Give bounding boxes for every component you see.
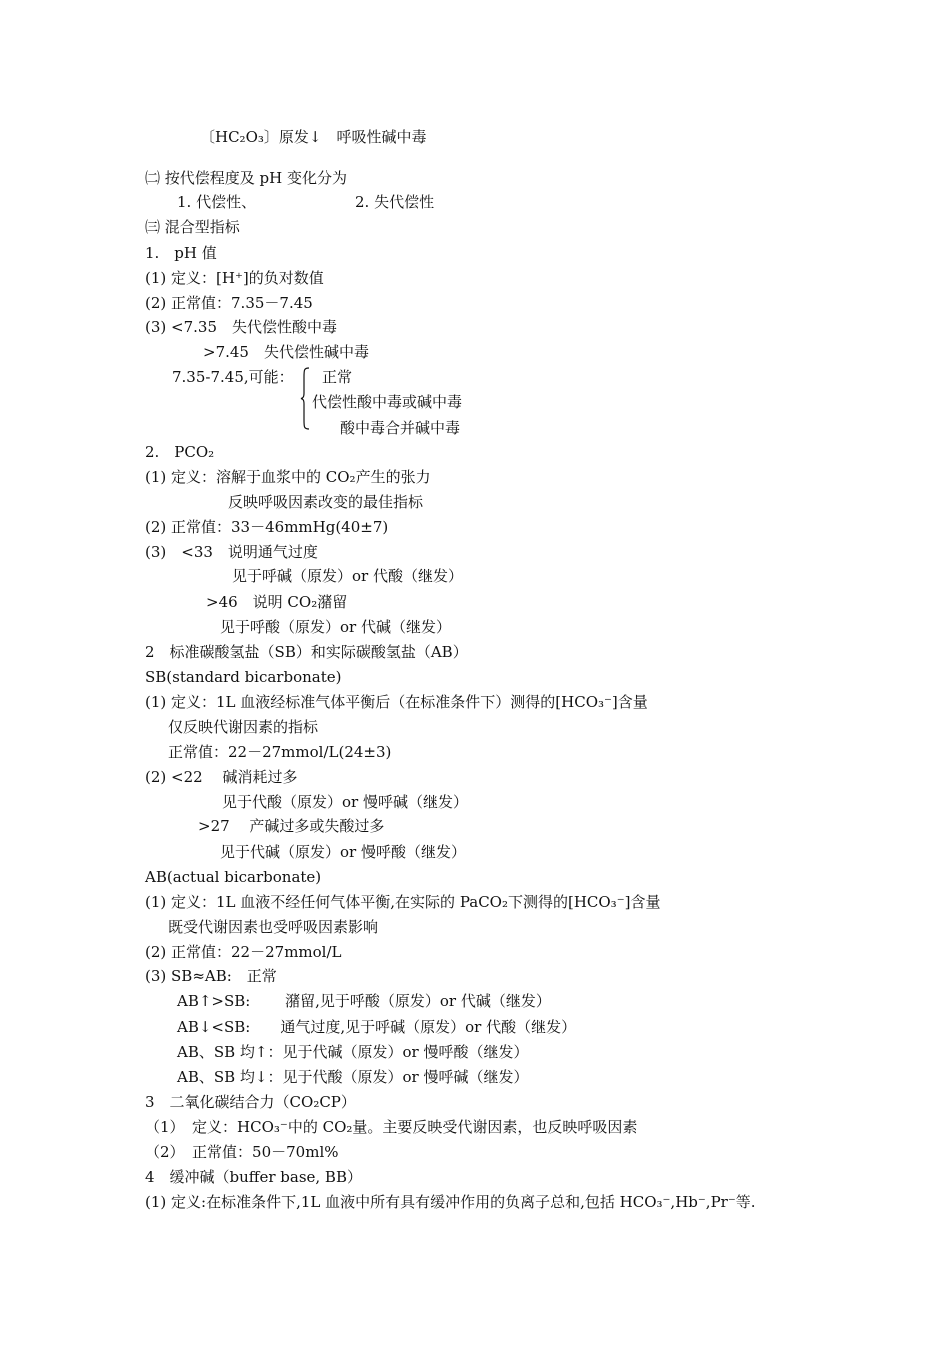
text-line: AB、SB 均↑：见于代碱（原发）or 慢呼酸（继发） (177, 1043, 529, 1061)
subsection-heading: 4 缓冲碱（buffer base, BB） (145, 1168, 362, 1186)
text-line: >46 说明 CO₂潴留 (206, 593, 348, 611)
text-line: 2. 失代偿性 (355, 193, 435, 211)
text-line: (2) 正常值：33－46mmHg(40±7) (145, 518, 389, 536)
text-line: (2) 正常值：22－27mmol/L (145, 943, 342, 961)
text-line: >7.45 失代偿性碱中毒 (203, 343, 369, 361)
text-line: (1) 定义：1L 血液不经任何气体平衡,在实际的 PaCO₂下测得的[HCO₃⁻]含量 (145, 893, 661, 911)
subsection-heading: 1. pH 值 (145, 244, 217, 262)
curly-brace (300, 367, 310, 430)
subsection-heading: 2. PCO₂ (145, 443, 215, 461)
text-line: （1） 定义：HCO₃⁻中的 CO₂量。主要反映受代谢因素，也反映呼吸因素 (145, 1118, 638, 1136)
text-line: (1) 定义：1L 血液经标准气体平衡后（在标准条件下）测得的[HCO₃⁻]含量 (145, 693, 648, 711)
text-line: 1. 代偿性、 (177, 193, 257, 211)
text-line: (3) SB≈AB: 正常 (145, 967, 277, 985)
text-line: 酸中毒合并碱中毒 (340, 419, 461, 437)
text-line: (2) <22 碱消耗过多 (145, 768, 298, 786)
text-line: (1) 定义：溶解于血浆中的 CO₂产生的张力 (145, 468, 431, 486)
text-line: AB(actual bicarbonate) (145, 868, 322, 886)
subsection-heading: 3 二氧化碳结合力（CO₂CP） (145, 1093, 356, 1111)
text-line: AB↓<SB: 通气过度,见于呼碱（原发）or 代酸（继发） (177, 1018, 577, 1036)
text-line: 〔HC₂O₃〕原发↓ 呼吸性碱中毒 (200, 128, 427, 146)
text-line: 仅反映代谢因素的指标 (168, 718, 319, 736)
text-line: (1) 定义:在标准条件下,1L 血液中所有具有缓冲作用的负离子总和,包括 HCO₃⁻,Hb⁻,Pr⁻等. (145, 1193, 756, 1211)
text-line: (3) <33 说明通气过度 (145, 543, 318, 561)
text-line: SB(standard bicarbonate) (145, 668, 342, 686)
text-line: (2) 正常值：7.35－7.45 (145, 294, 313, 312)
text-line: (1) 定义：[H⁺]的负对数值 (145, 269, 324, 287)
text-line: 7.35-7.45,可能： (172, 368, 294, 386)
section-heading: ㈡ 按代偿程度及 pH 变化分为 (145, 169, 347, 187)
text-line: 见于代碱（原发）or 慢呼酸（继发） (220, 843, 466, 861)
text-line: 反映呼吸因素改变的最佳指标 (228, 493, 424, 511)
subsection-heading: 2 标准碳酸氢盐（SB）和实际碳酸氢盐（AB） (145, 643, 468, 661)
text-line: 见于代酸（原发）or 慢呼碱（继发） (222, 793, 468, 811)
text-line: AB、SB 均↓：见于代酸（原发）or 慢呼碱（继发） (177, 1068, 529, 1086)
text-line: （2） 正常值：50－70ml% (145, 1143, 339, 1161)
text-line: 代偿性酸中毒或碱中毒 (312, 393, 463, 411)
text-line: 既受代谢因素也受呼吸因素影响 (168, 918, 379, 936)
text-line: (3) <7.35 失代偿性酸中毒 (145, 318, 337, 336)
text-line: >27 产碱过多或失酸过多 (198, 817, 385, 835)
section-heading: ㈢ 混合型指标 (145, 218, 240, 236)
text-line: 见于呼酸（原发）or 代碱（继发） (220, 618, 451, 636)
text-line: AB↑>SB: 潴留,见于呼酸（原发）or 代碱（继发） (177, 992, 551, 1010)
text-line: 正常值：22－27mmol/L(24±3) (168, 743, 392, 761)
text-line: 见于呼碱（原发）or 代酸（继发） (232, 567, 463, 585)
text-line: 正常 (322, 368, 353, 386)
